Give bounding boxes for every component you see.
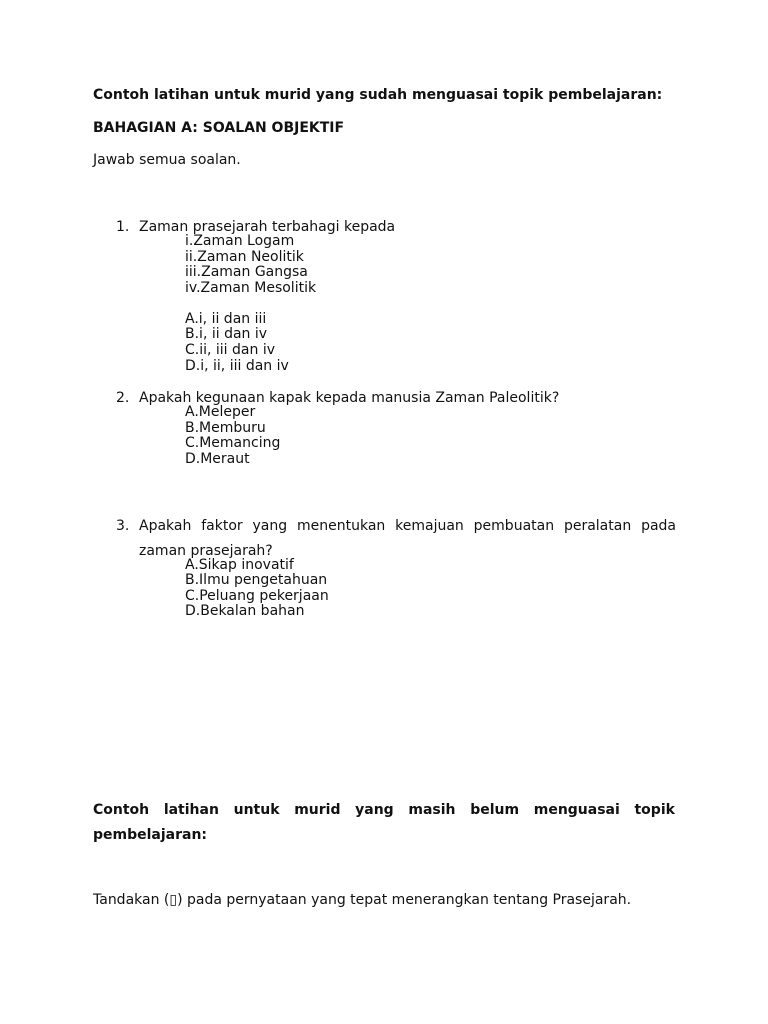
statement-item: ii.Zaman Neolitik	[185, 249, 304, 265]
word: menguasai	[533, 802, 620, 818]
second-title-line-1	[93, 802, 675, 819]
answer-option: D.Bekalan bahan	[185, 603, 305, 619]
statement-item: i.Zaman Logam	[185, 233, 295, 249]
answer-option: B.Ilmu pengetahuan	[185, 572, 328, 588]
word: pembuatan	[473, 518, 555, 534]
word: yang	[355, 802, 394, 818]
word: peralatan	[563, 518, 632, 534]
answer-option: C.Memancing	[185, 435, 281, 451]
section-heading: BAHAGIAN A: SOALAN OBJEKTIF	[93, 120, 345, 136]
answer-option: A.Sikap inovatif	[185, 557, 294, 573]
word: Contoh	[93, 802, 150, 818]
instruction-text: Jawab semua soalan.	[93, 152, 241, 168]
question-text: Zaman prasejarah terbahagi kepada	[139, 219, 396, 235]
statement-item: iii.Zaman Gangsa	[185, 264, 308, 280]
question-number: 2.	[116, 390, 130, 406]
answer-option: B.Memburu	[185, 420, 266, 436]
second-title-text	[93, 802, 675, 819]
question-text-line	[139, 518, 676, 535]
word: untuk	[233, 802, 280, 818]
page-title: Contoh latihan untuk murid yang sudah menguasai topik pembelajaran:	[93, 87, 663, 103]
word: yang	[252, 518, 288, 534]
answer-option: A.Meleper	[185, 404, 256, 420]
answer-option: A.i, ii dan iii	[185, 311, 267, 327]
word: murid	[294, 802, 341, 818]
word: Apakah	[139, 518, 192, 534]
answer-option: D.i, ii, iii dan iv	[185, 358, 289, 374]
question-text-line-2: zaman prasejarah?	[139, 543, 273, 559]
word: faktor	[201, 518, 243, 534]
word: kemajuan	[395, 518, 464, 534]
question-number: 3.	[116, 518, 130, 534]
word: belum	[470, 802, 520, 818]
word: menentukan	[297, 518, 386, 534]
word: masih	[408, 802, 456, 818]
answer-option: C.Peluang pekerjaan	[185, 588, 329, 604]
word: topik	[634, 802, 675, 818]
second-title-line-2: pembelajaran:	[93, 827, 208, 843]
bottom-instruction: Tandakan (▯) pada pernyataan yang tepat menerangkan tentang Prasejarah.	[93, 892, 632, 908]
word: pada	[641, 518, 676, 534]
question-number: 1.	[116, 219, 130, 235]
statement-item: iv.Zaman Mesolitik	[185, 280, 317, 296]
word: latihan	[163, 802, 219, 818]
answer-option: C.ii, iii dan iv	[185, 342, 275, 358]
question-text-line-1	[139, 518, 676, 535]
answer-option: B.i, ii dan iv	[185, 326, 268, 342]
question-text: Apakah kegunaan kapak kepada manusia Zaman Paleolitik?	[139, 390, 560, 406]
answer-option: D.Meraut	[185, 451, 250, 467]
question-text	[139, 518, 676, 535]
